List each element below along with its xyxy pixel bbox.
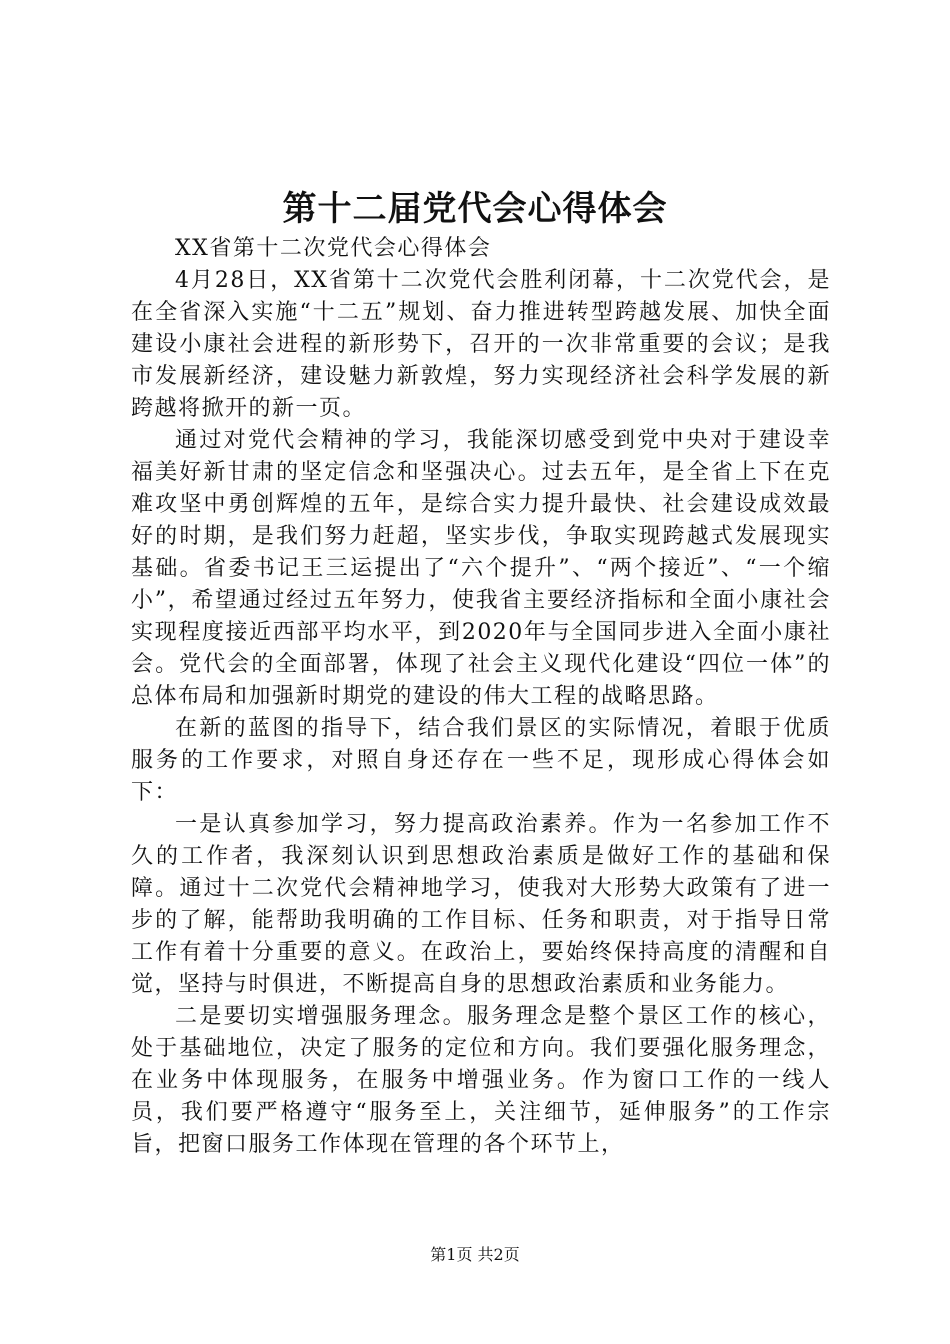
paragraph-subtitle: XX省第十二次党代会心得体会 — [175, 236, 492, 261]
paragraph-study: 通过对党代会精神的学习，我能深切感受到党中央对于建设幸福美好新甘肃的坚定信念和坚强决心。过去五年，是全省上下在克难攻坚中勇创辉煌的五年，是综合实力提升最快、社会建设成效最好的时期，是我们努力赶超，坚实步伐，争取实现跨越式发展现实基础。省委书记王三运提出了“六个提升”、“两个接近”、“一个缩小”，希望通过经过五年努力，使我省主要经济指标和全面小康社会实现程度接近西部平均水平，到2020年与全国同步进入全面小康社会。党代会的全面部署，体现了社会主义现代化建设“四位一体”的总体布局和加强新时期党的建设的伟大工程的战略思路。 — [131, 428, 831, 709]
paragraph-point-two: 二是要切实增强服务理念。服务理念是整个景区工作的核心，处于基础地位，决定了服务的定位和方向。我们要强化服务理念，在业务中体现服务，在服务中增强业务。作为窗口工作的一线人员，我们要严格遵守“服务至上，关注细节，延伸服务”的工作宗旨，把窗口服务工作体现在管理的各个环节上， — [131, 1004, 831, 1157]
document-title: 第十二届党代会心得体会 — [282, 189, 668, 229]
page-footer: 第1页 共2页 — [430, 1245, 520, 1264]
paragraph-blueprint: 在新的蓝图的指导下，结合我们景区的实际情况，着眼于优质服务的工作要求，对照自身还存在一些不足，现形成心得体会如下： — [131, 716, 831, 805]
document-body — [131, 233, 831, 1161]
paragraph-point-one: 一是认真参加学习，努力提高政治素养。作为一名参加工作不久的工作者，我深刻认识到思想政治素质是做好工作的基础和保障。通过十二次党代会精神地学习，使我对大形势大政策有了进一步的了解，能帮助我明确的工作目标、任务和职责，对于指导日常工作有着十分重要的意义。在政治上，要始终保持高度的清醒和自觉，坚持与时俱进，不断提高自身的思想政治素质和业务能力。 — [131, 812, 831, 997]
paragraph-intro: 4月28日，XX省第十二次党代会胜利闭幕，十二次党代会，是在全省深入实施“十二五”规划、奋力推进转型跨越发展、加快全面建设小康社会进程的新形势下，召开的一次非常重要的会议；是我市发展新经济，建设魅力新敦煌，努力实现经济社会科学发展的新跨越将掀开的新一页。 — [131, 268, 831, 421]
